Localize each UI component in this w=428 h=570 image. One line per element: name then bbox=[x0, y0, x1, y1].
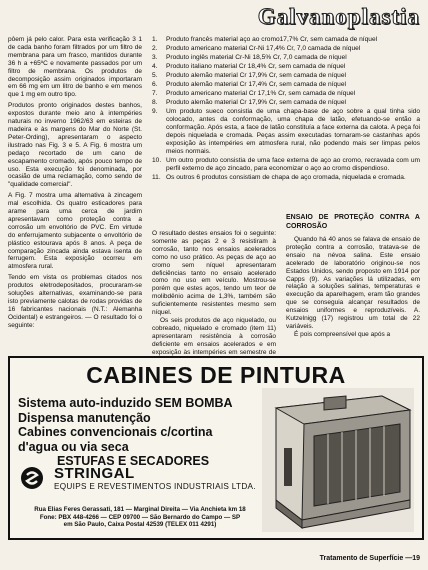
item-text: Os outros 6 produtos consistiam de chapa de aço cromada, niquelada e cromada. bbox=[166, 174, 406, 181]
list-item bbox=[152, 157, 420, 173]
item-text: Produto francês material aço ao cromo17,7% Cr, sem camada de níquel bbox=[166, 36, 378, 43]
list-item bbox=[152, 90, 420, 98]
list-item bbox=[152, 54, 420, 62]
ad-copy bbox=[18, 396, 248, 469]
item-text: Produto americano material Cr-Ni 17,4% Cr, 7,0 camada de níquel bbox=[166, 45, 361, 52]
item-number: 4. bbox=[152, 63, 158, 70]
section-title: Galvanoplastia bbox=[257, 4, 420, 29]
corrosion-test-section bbox=[286, 214, 420, 339]
ad-line: d'agua ou via seca bbox=[18, 439, 129, 454]
item-text: Produto alemão material Cr 17,4% Cr, sem camada de níquel bbox=[166, 81, 346, 88]
item-text: Produto inglês material Cr-Ni 18,5% Cr, 7,0 camada de níquel bbox=[166, 54, 347, 61]
item-number: 5. bbox=[152, 72, 158, 79]
product-list bbox=[152, 36, 420, 182]
paragraph: A Fig. 7 mostra uma alternativa à zincagem mal escolhida. Os quatro esticadores para arame para uma cerca de jardim apresentavam como proteção contra a corrosão um envoltório de PVC. Em virtude do enferrujamento subjacente o envoltório de plástico estourava após 8 anos. A peça de comparação zincada ainda estava isenta de ferrugem. Esta exposição ocorreu em atmosfera rural. bbox=[8, 192, 142, 271]
brand-subtitle: EQUIPS E REVESTIMENTOS INDUSTRIAIS LTDA. bbox=[54, 482, 256, 491]
results-text-column bbox=[152, 230, 276, 364]
item-number: 9. bbox=[152, 108, 158, 115]
item-number: 3. bbox=[152, 54, 158, 61]
ad-line: Cabines convencionais c/cortina bbox=[18, 425, 213, 439]
paragraph: Os seis produtos de aço niquelado, ou cobreado, niquelado e cromado (item 11) apresentaram resistência à corrosão deficiente em ensaios acelerados e em exposição às intempéries em semestre de bbox=[152, 316, 276, 356]
brand-name: STRINGAL bbox=[54, 465, 135, 482]
list-item bbox=[152, 108, 420, 156]
paragraph: Tendo em vista os problemas citados nos produtos eletrodepositados, procuraram-se soluções alternativas, examinando-se para isto previamente calotas de rodas providas de 16 fabricantes nacionais (N.T.: Alemanha Ocidental) e estrangeiros. — O resultado foi o seguinte: bbox=[8, 274, 142, 329]
paragraph: Quando há 40 anos se falava de ensaio de proteção contra a corrosão, tratava-se de ensaio na névoa salina. Este ensaio acelerado de laboratório originou-se nos Estados Unidos, sendo proposto em 1914 por Capps (9). As variações lá utilizadas, em relação a soluções salinas, temperaturas e execução da aparelhagem, eram tão grandes que se conseguia alcançar resultados de ensaios uniformes e reproduzíveis. A. Kutzelnigg (17) registrou um total de 22 variáveis. bbox=[286, 236, 420, 330]
item-number: 10. bbox=[152, 157, 162, 164]
item-number: 1. bbox=[152, 36, 158, 43]
address-line: Rua Elias Feres Gerassati, 181 — Marginal Direita — Via Anchieta km 18 bbox=[34, 506, 246, 513]
item-number: 6. bbox=[152, 81, 158, 88]
item-text: Um outro produto consistia de uma face externa de aço ao cromo, recravada com um perfil externo de aço zincado, para economizar o aço ao cromo dispendioso. bbox=[166, 157, 420, 172]
page-footer: Tratamento de Superfície —19 bbox=[319, 555, 420, 562]
list-item bbox=[152, 174, 420, 182]
item-number: 7. bbox=[152, 90, 158, 97]
item-text: Produto italiano material Cr 18,4% Cr, sem camada de níquel bbox=[166, 63, 346, 70]
paragraph: O resultado destes ensaios foi o seguinte: somente as peças 2 e 3 resistiram à corrosão, tanto nos ensaios acelerados como no uso prático. As peças de aço ao cromo sem níquel apresentaram deficiências tanto no ensaio acelerado como no uso em veículo. Mostrou-se porém que estes aços, tendo um teor de molibdênio acima de 1,3%, também são suficientemente resistentes mesmo sem níquel. bbox=[152, 230, 276, 317]
ad-line: Sistema auto-induzido SEM BOMBA bbox=[18, 396, 233, 410]
paint-booth-illustration bbox=[262, 388, 414, 532]
results-list-column bbox=[152, 36, 420, 183]
list-item bbox=[152, 72, 420, 80]
ad-line: Dispensa manutenção bbox=[18, 410, 151, 425]
item-number: 11. bbox=[152, 174, 161, 181]
advertisement bbox=[8, 356, 424, 540]
list-item bbox=[152, 99, 420, 107]
company-address bbox=[20, 506, 260, 529]
section-heading: ENSAIO DE PROTEÇÃO CONTRA A CORROSÃO bbox=[286, 214, 420, 230]
list-item bbox=[152, 45, 420, 53]
paragraph: Produtos pronto originados destes banhos, expostos durante meio ano à intempéries naturais no inverno 1962/63 em esteiras de madeira e às margens do Mar do Norte (St. Peter-Ording), apresentaram o aspecto ilustrado nas Fig. 3 e 5. A Fig. 6 mostra um pedaço recortado de um cano de escapamento cromado, após pouco tempo de uso. Esta execução foi denominada, por ocasião de uma reclamação, como sendo de "qualidade comercial". bbox=[8, 102, 142, 189]
item-text: Produto alemão material Cr 17,9% Cr, sem camada de níquel bbox=[166, 72, 346, 79]
item-text: Produto americano material Cr 17,1% Cr, sem camada de níquel bbox=[166, 90, 356, 97]
item-number: 8. bbox=[152, 99, 158, 106]
list-item bbox=[152, 81, 420, 89]
paragraph: É pois compreensível que após a bbox=[294, 330, 391, 338]
address-line: Fone: PBX 448-4266 — CEP 09700 — São Bernardo do Campo — SP bbox=[39, 513, 241, 521]
left-column bbox=[8, 36, 142, 333]
ad-line: ESTUFAS E SECADORES bbox=[56, 454, 210, 468]
item-text: Um produto sueco consistia de uma chapa-base de aço sobre a qual tinha sido colocado, antes da conformação, uma chapa de latão, efetuando-se então a conformação. Após esta, a face de latão constituía a face externa da calota. A peça foi depois niquelada e cromada. Peças assim executadas tornaram-se castanhas após exposição às intempéries em atmosfera rural, não podendo mais ser limpas pelos meios normais. bbox=[166, 108, 420, 155]
item-text: Produto alemão material Cr 17,9% Cr, sem camada de níquel bbox=[166, 99, 346, 106]
list-item bbox=[152, 36, 420, 44]
ad-title: CABINES DE PINTURA bbox=[86, 362, 346, 388]
paragraph: pôem já pelo calor. Para esta verificação 3 1 de cada banho foram filtrados por um filtro de membrana para um frasco, mantidos durante 36 h a +65ºC e novamente passados por um filtro de membrana. Os produtos de decomposição assim originados importaram em 66 mg em um litro de banho e em menos que 1 mg em outro tipo. bbox=[8, 36, 142, 99]
item-number: 2. bbox=[152, 45, 158, 52]
stringal-logo-icon bbox=[20, 466, 44, 490]
list-item bbox=[152, 63, 420, 71]
address-line: em São Paulo, Caixa Postal 42539 (TELEX 011 4291) bbox=[63, 521, 217, 529]
